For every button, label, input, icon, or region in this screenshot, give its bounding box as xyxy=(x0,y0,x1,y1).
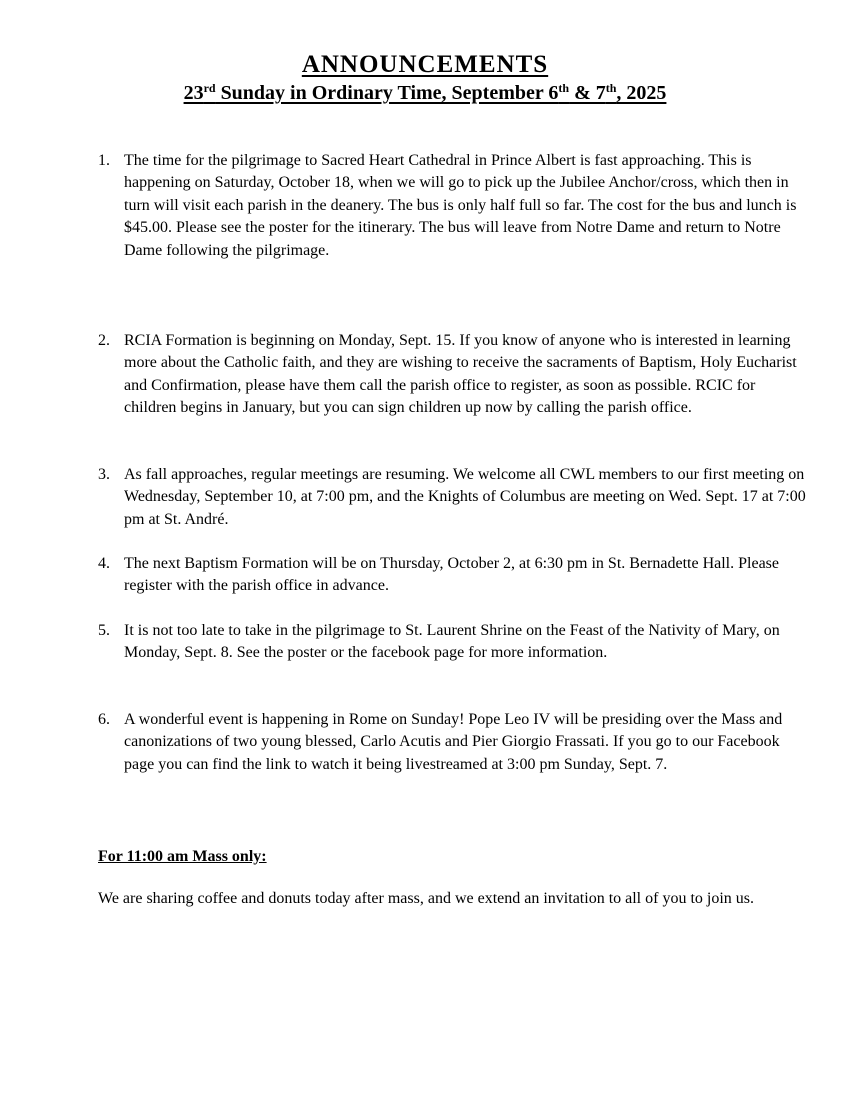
announcement-item-2 xyxy=(98,330,808,420)
announcement-item-5 xyxy=(98,620,808,665)
item-number: 5. xyxy=(98,622,110,639)
item-text: The next Baptism Formation will be on Thursday, October 2, at 6:30 pm in St. Bernadette Hall. Please register with the parish office in advance. xyxy=(124,555,779,595)
subtitle-year: , 2025 xyxy=(616,82,667,104)
section-text: We are sharing coffee and donuts today after mass, and we extend an invitation to all of you to join us. xyxy=(98,890,755,907)
subtitle-day2-suffix: th xyxy=(605,81,617,95)
announcement-item-6 xyxy=(98,709,808,776)
item-number: 6. xyxy=(98,711,110,728)
item-number: 2. xyxy=(98,332,110,349)
item-text: The time for the pilgrimage to Sacred Heart Cathedral in Prince Albert is fast approaching. This is happening on Saturday, October 18, when we will go to pick up the Jubilee Anchor/cross, which then in turn will visit each parish in the deanery. The bus is only half full so far. The cost for the bus and lunch is $45.00. Please see the poster for the itinerary. The bus will leave from Notre Dame and return to Notre Dame following the pilgrimage. xyxy=(124,152,797,259)
item-number: 4. xyxy=(98,555,110,572)
item-number: 3. xyxy=(98,466,110,483)
announcement-item-3 xyxy=(98,464,808,531)
page-subtitle xyxy=(0,80,850,106)
subtitle-number: 23 xyxy=(183,82,204,104)
subtitle-ampersand: & 7 xyxy=(569,82,606,104)
subtitle-middle: Sunday in Ordinary Time, September 6 xyxy=(215,82,559,104)
section-heading: For 11:00 am Mass only: xyxy=(98,848,267,865)
announcement-item-1 xyxy=(98,150,808,262)
announcement-item-4 xyxy=(98,553,808,598)
subtitle-number-suffix: rd xyxy=(203,81,216,95)
item-number: 1. xyxy=(98,152,110,169)
item-text: As fall approaches, regular meetings are resuming. We welcome all CWL members to our first meeting on Wednesday, September 10, at 7:00 pm, and the Knights of Columbus are meeting on Wed. Sept. 17 at 7:00 pm at St. André. xyxy=(124,466,806,528)
item-text: RCIA Formation is beginning on Monday, Sept. 15. If you know of anyone who is interested in learning more about the Catholic faith, and they are wishing to receive the sacraments of Baptism, Holy Eucharist and Confirmation, please have them call the parish office to register, as soon as possible. RCIC for children begins in January, but you can sign children up now by calling the parish office. xyxy=(124,332,797,417)
page-title: ANNOUNCEMENTS xyxy=(301,51,549,78)
item-text: It is not too late to take in the pilgrimage to St. Laurent Shrine on the Feast of the Nativity of Mary, on Monday, Sept. 8. See the poster or the facebook page for more information. xyxy=(124,622,780,662)
subtitle-day1-suffix: th xyxy=(558,81,570,95)
item-text: A wonderful event is happening in Rome on Sunday! Pope Leo IV will be presiding over the Mass and canonizations of two young blessed, Carlo Acutis and Pier Giorgio Frassati. If you go to our Facebook page you can find the link to watch it being livestreamed at 3:00 pm Sunday, Sept. 7. xyxy=(124,711,783,773)
